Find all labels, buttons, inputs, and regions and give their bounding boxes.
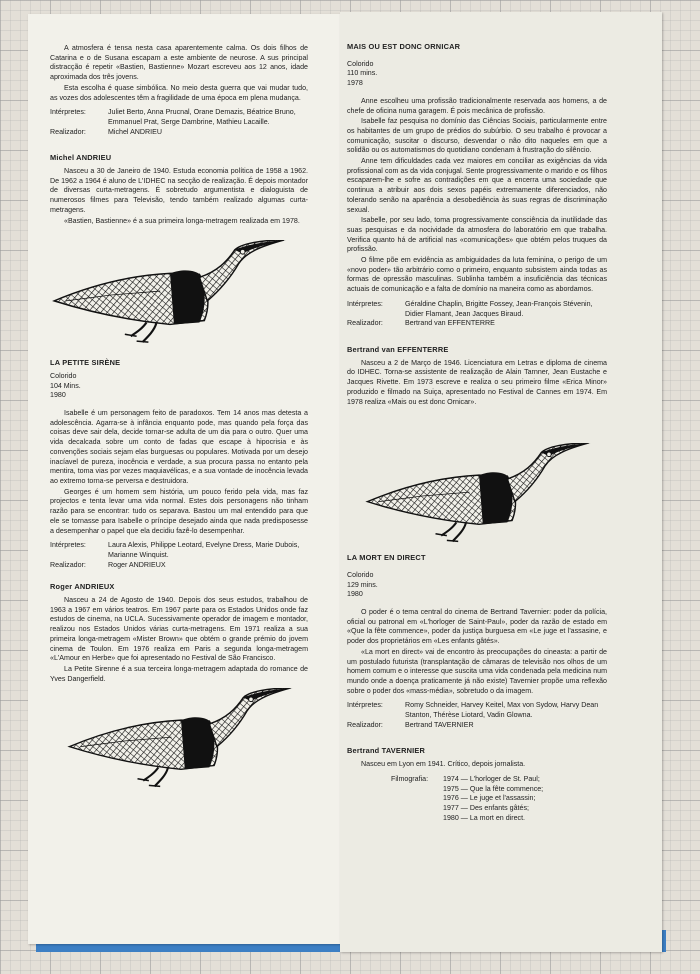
synopsis-paragraph: Anne tem dificuldades cada vez maiores em conciliar as exigências da vida profissional com as da vida conjugal. Sente progressivamente o marido e os filhos escaparem-lhe e sofre as contradições em que a encerra uma sociedade que continua a atribuir aos dois sexos papéis extremamente diferenciados, não tolerando senão na aparência a desobediência às suas regras de discriminação sexual.	[347, 157, 607, 214]
bio-paragraph: Nasceu a 24 de Agosto de 1940. Depois dos seus estudos, trabalhou de 1963 a 1967 em vários teatros. Em 1967 parte para os Estados Unidos onde faz estudos de cinema, na UCLA. Sucessivamente operador de imagem e montador, realizou nos Estados Unidos várias curta-metragens. Em 1971 realiza a sua primeira longa-metragem «Mister Brown» que obtém o grande prémio do jovem cinema de Toulon. Em 1976 realiza em Paris a segunda longa-metragem «L'Amour en Herbe» que foi apresentado no Festival de São Francisco.	[50, 596, 308, 663]
bird-illustration-icon	[363, 443, 595, 547]
bio-paragraph: La Petite Sirenne é a sua terceira longa-metragem adaptada do romance de Yves Dangerfield.	[50, 664, 308, 683]
cast-credit: Intérpretes: Juliet Berto, Anna Prucnal, Orane Demazis, Béatrice Bruno, Emmanuel Prat, Serge Dambrine, Mathieu Lacaille.	[50, 108, 296, 126]
film-title: LA PETITE SIRÈNE	[50, 358, 121, 368]
director-credit: Realizador: Bertrand TAVERNIER	[347, 720, 474, 729]
synopsis-paragraph: O poder é o tema central do cinema de Bertrand Tavernier: poder da polícia, oficial ou patronal em «L'horloger de Saint-Paul», poder da razão de estado em «Que la fête commence», poder da justiça burguesa em «Le juge et l'assasine, e poder dos proprietários em «Les enfants gâtés».	[347, 608, 607, 646]
synopsis-paragraph: Isabelle faz pesquisa no domínio das Ciências Sociais, particularmente entre os habitantes de um grupo de prédios do subúrbio. O seu trabalho é provocar a comunicação, suscitar o discurso, desvendar o não dito naqueles em que a solidão ou os automatismos do quotidiano condenam à frustração do silêncio.	[347, 117, 607, 155]
film-title: MAIS OU EST DONC ORNICAR	[347, 42, 461, 51]
filmography-item: 1975 — Que la fête commence;	[443, 784, 544, 793]
cast-credit: Intérpretes: Laura Alexis, Philippe Leotard, Evelyne Dress, Marie Dubois, Marianne Winquist.	[50, 541, 300, 559]
bio-paragraph: Nasceu em Lyon em 1941. Crítico, depois jornalista.	[361, 760, 526, 769]
synopsis-paragraph: O filme põe em evidência as ambiguidades da luta feminina, o perigo de um «novo poder» tão arbitrário como o primeiro, enquanto subsistem ainda todas as formas de opressão masculinas. Sublinha também a insuficiência das técnicas actuais de comunicação e a falta de domínio na maneira como as abordamos.	[347, 256, 607, 294]
film-meta: Colorido 129 mins. 1980	[347, 570, 378, 599]
bio-paragraph: «Bastien, Bastienne» é a sua primeira longa-metragem realizada em 1978.	[64, 216, 300, 225]
synopsis-paragraph: Georges é um homem sem história, um pouco ferido pela vida, mas faz projectos e tenta levar uma vida normal. Estes dois personagens não tinham razão para se encontrar: tudo os separava. Bastou um mal entendido para que ele se tornasse para Isabelle o príncipe desejado ainda que nada predisposesse a desempenhar o papel que ela decidiu fazê-lo desempenhar.	[50, 487, 308, 535]
film-meta: Colorido 104 Mins. 1980	[50, 371, 81, 400]
film-title: LA MORT EN DIRECT	[347, 553, 426, 563]
synopsis-paragraph: «La mort en direct» vai de encontro às preocupações do cineasta: a partir de um postulado futurista (transplantação de câmaras de televisão nos olhos de um homem comum e o interesse que suscita uma vida condenada pela medicina num mundo onde a doença praticamente já não existe) Tavernier propõe uma reflexão sobre o poder dos «mass-média», sobretudo o da imagem.	[347, 647, 607, 695]
filmography-label: Filmografia:	[391, 774, 429, 783]
bio-heading: Bertrand TAVERNIER	[347, 746, 426, 756]
film-meta: Colorido 110 mins. 1978	[347, 59, 378, 88]
synopsis-paragraph: Isabelle é um personagem feito de paradoxos. Tem 14 anos mas detesta a adolescência. Agarra-se à infância enquanto pode, mas quando pela força das coisas deve sair dela, decide tornar-se adulta de um dia para o outro. Quer uma vida decalcada sobre um conto de fadas que escape à hipocrisia e às convenções sociais sejam elas burguesas ou populares. Motivada por um desejo inacíavel de pureza, inocência e verdade, a sua procura passa no entanto pela mentira, toma vias por vezes maquiavélicas, e a sua vontade de inocência levada ao extremo torna-se perversa e destruidora.	[50, 409, 308, 485]
bio-heading: Michel ANDRIEU	[50, 153, 112, 163]
synopsis-paragraph: Anne escolheu uma profissão tradicionalmente reservada aos homens, a de chefe de oficina numa garagem. É pois mecânica de profissão.	[347, 96, 607, 115]
filmography-item: 1980 — La mort en direct.	[443, 813, 526, 822]
cast-credit: Intérpretes: Romy Schneider, Harvey Keitel, Max von Sydow, Harvy Dean Stanton, Thérèse Liotard, Vadin Glowna.	[347, 701, 599, 720]
intro-paragraph: A atmosfera é tensa nesta casa aparentemente calma. Os dois filhos de Catarina e o de Susana escapam a este ambiente de neurose. A sus principal distracção é repetir «Bastien, Bastienne» Mozart escreveu aos 12 anos, idade aproximada dos três jovens.	[50, 44, 308, 82]
filmography	[391, 775, 607, 824]
filmography-item: 1976 — Le juge et l'assassin;	[443, 794, 536, 803]
bio-heading: Roger ANDRIEUX	[50, 582, 115, 592]
synopsis-paragraph: Isabelle, por seu lado, toma progressivamente consciência da inutilidade das suas pesquisas e da nocividade da atmosfera do laboratório em que trabalha. Verifica quanto há de artificial nas «comunicações» que obtém pelos truques da profissão.	[347, 216, 607, 254]
filmography-item: 1977 — Des enfants gâtés;	[443, 803, 529, 812]
right-column	[347, 42, 607, 823]
cast-credit: Intérpretes: Géraldine Chaplin, Brigitte Fossey, Jean-François Stévenin, Didier Flamant, Jean Jacques Biraud.	[347, 299, 593, 318]
director-credit: Realizador: Bertrand van EFFENTERRE	[347, 319, 495, 328]
bird-illustration-icon	[66, 688, 296, 792]
filmography-item: 1974 — L'horloger de St. Paul;	[443, 774, 540, 783]
left-column	[50, 44, 308, 792]
intro-paragraph: Esta escolha é quase simbólica. No meio desta guerra que vai mudar tudo, as vozes dos adolescentes têm a fragilidade de uma época em plena mudança.	[50, 83, 308, 102]
bio-heading: Bertrand van EFFENTERRE	[347, 344, 449, 354]
director-credit: Realizador: Michel ANDRIEU	[50, 127, 163, 136]
director-credit: Realizador: Roger ANDRIEUX	[50, 560, 166, 569]
bio-paragraph: Nasceu a 2 de Março de 1946. Licenciatura em Letras e diploma de cinema do IDHEC. Torna-se assistente de realização de Alain Tarnner, Jean Eustache e Jacques Rivette. Em 1973 escreve e realiza o seu primeiro filme «Erica Minor» produzido e filmado na Suiça, apresentado no Festival de Cannes em 1974. Em 1978 realiza «Mais ou est donc Ornicar».	[347, 358, 607, 406]
bird-illustration-icon	[50, 240, 290, 348]
bio-paragraph: Nasceu a 30 de Janeiro de 1940. Estuda economia política de 1958 a 1962. De 1962 a 1964 é aluno de L'IDHEC na secção de realização. É depois montador de diversas curta-metragens. É sobretudo argumentista e dialoguista de numerosos filmes para Televisão, tendo também realizado algumas curta-metragens.	[50, 167, 308, 214]
